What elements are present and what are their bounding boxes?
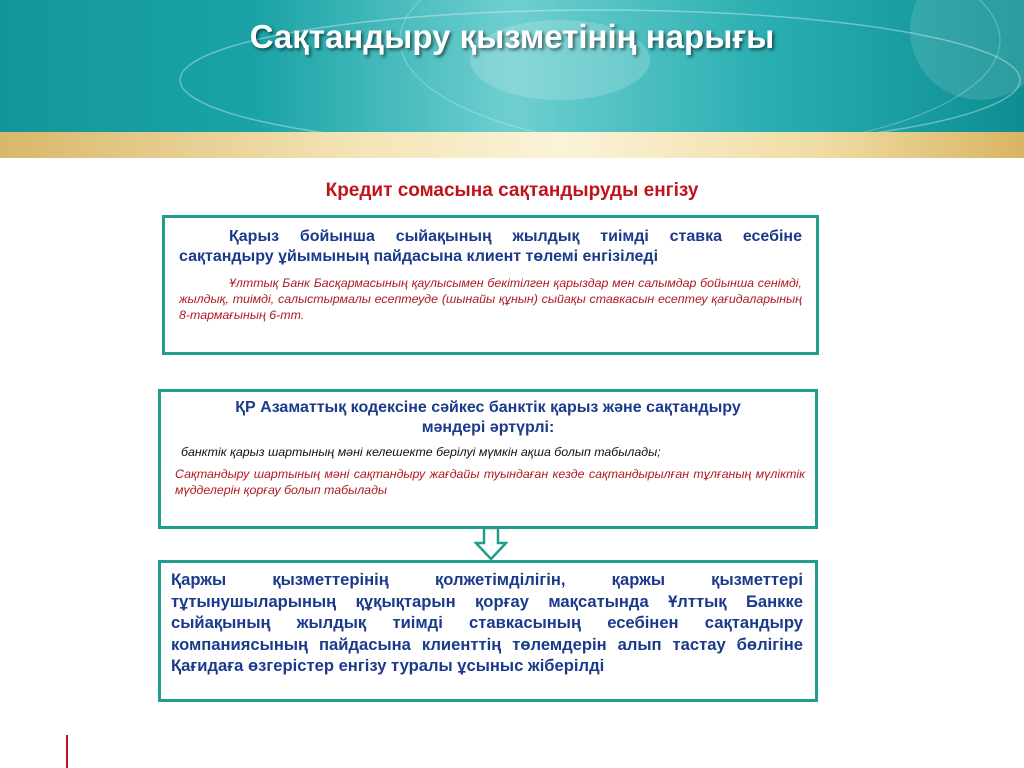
header-gold-band — [0, 132, 1024, 158]
loan-subject-text: банктік қарыз шартының мәні келешекте берілуі мүмкін ақша болып табылады; — [181, 445, 661, 459]
effective-rate-box — [162, 215, 819, 355]
proposal-text: Қаржы қызметтерінің қолжетімділігін, қаржы қызметтері тұтынушыларының құқықтарын қорғау мақсатында Ұлттық Банкке сыйақының жылдық тиімді ставкасының есебінен сақтандыру компаниясының пайдасына клиенттің төлемдерін алып тастау бөлігіне Қағидаға өзгерістер енгізу туралы ұсыныс жіберілді — [171, 570, 803, 675]
civil-code-box — [158, 389, 818, 529]
page-title: Сақтандыру қызметінің нарығы — [249, 18, 775, 55]
effective-rate-note: Ұлттық Банк Басқармасының қаулысымен бекітілген қарыздар мен салымдар бойынша сенімді, жылдық, тиімді, салыстырмалы есептеуде (шынайы құнын) сыйақы ставкасын есептеу қағидаларының 8-тармағының 6-тт. — [179, 276, 802, 322]
proposal-box — [158, 560, 818, 702]
down-arrow-icon — [474, 527, 508, 561]
section-subtitle: Кредит сомасына сақтандыруды енгізу — [325, 180, 699, 201]
civil-code-title: ҚР Азаматтық кодексіне сәйкес банктік қарыз және сақтандыру мәндері әртүрлі: — [235, 399, 741, 436]
slide-corner-mark — [66, 735, 68, 768]
insurance-subject-text: Сақтандыру шартының мәні сақтандыру жағдайы туындаған кезде сақтандырылған тұлғаның мүліктік мүдделерін қорғау болып табылады — [175, 467, 805, 497]
effective-rate-text: Қарыз бойынша сыйақының жылдық тиімді ставка есебіне сақтандыру ұйымының пайдасына клиент төлемі енгізіледі — [179, 228, 802, 265]
